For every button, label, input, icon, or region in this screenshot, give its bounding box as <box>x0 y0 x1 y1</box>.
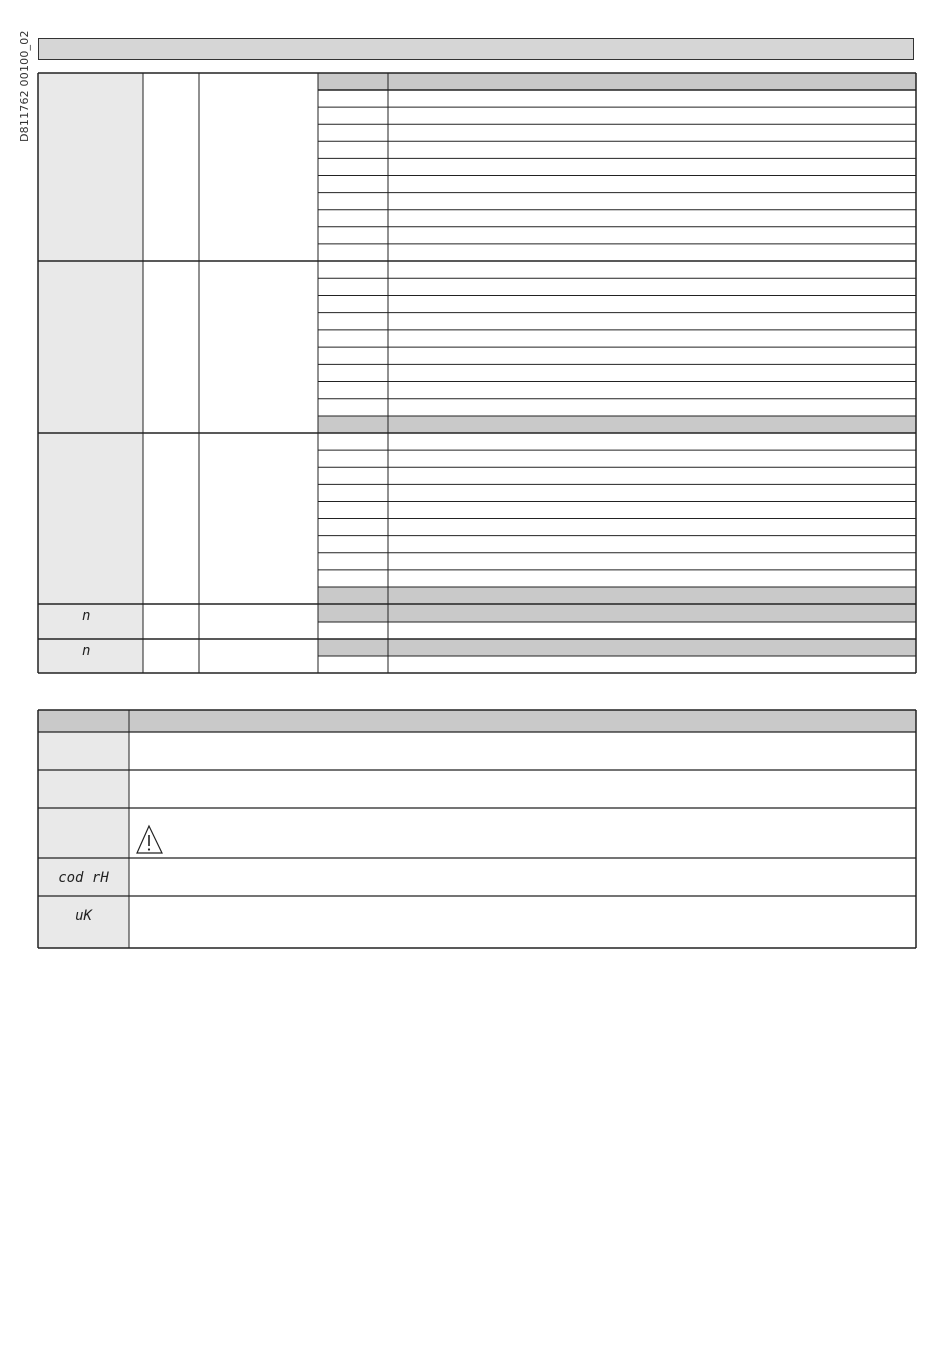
row-group-label-cell <box>38 604 143 639</box>
warning-triangle-icon <box>137 826 162 853</box>
header-row-band <box>318 639 916 656</box>
row-group-label-cell <box>38 261 143 433</box>
display-code-text: n <box>82 608 91 624</box>
header-row-band <box>318 73 916 90</box>
row-group-label-cell <box>38 433 143 604</box>
code-cell <box>38 732 129 770</box>
header-row-band <box>318 416 916 433</box>
document-code-text: D811762 00100_02 <box>18 30 31 142</box>
message-code-text: cod rH <box>58 870 109 886</box>
message-table <box>38 710 916 948</box>
row-group-label-cell <box>38 73 143 261</box>
code-cell <box>38 770 129 808</box>
warning-exclamation-dot <box>148 848 150 850</box>
code-cell <box>38 808 129 858</box>
row-group-label-cell <box>38 639 143 673</box>
parameter-table <box>38 73 916 673</box>
message-code-text: uK <box>75 908 92 924</box>
display-code-text: n <box>82 643 91 659</box>
header-row-band <box>318 587 916 604</box>
message-table-header-band <box>38 710 916 732</box>
header-row-band <box>318 604 916 622</box>
